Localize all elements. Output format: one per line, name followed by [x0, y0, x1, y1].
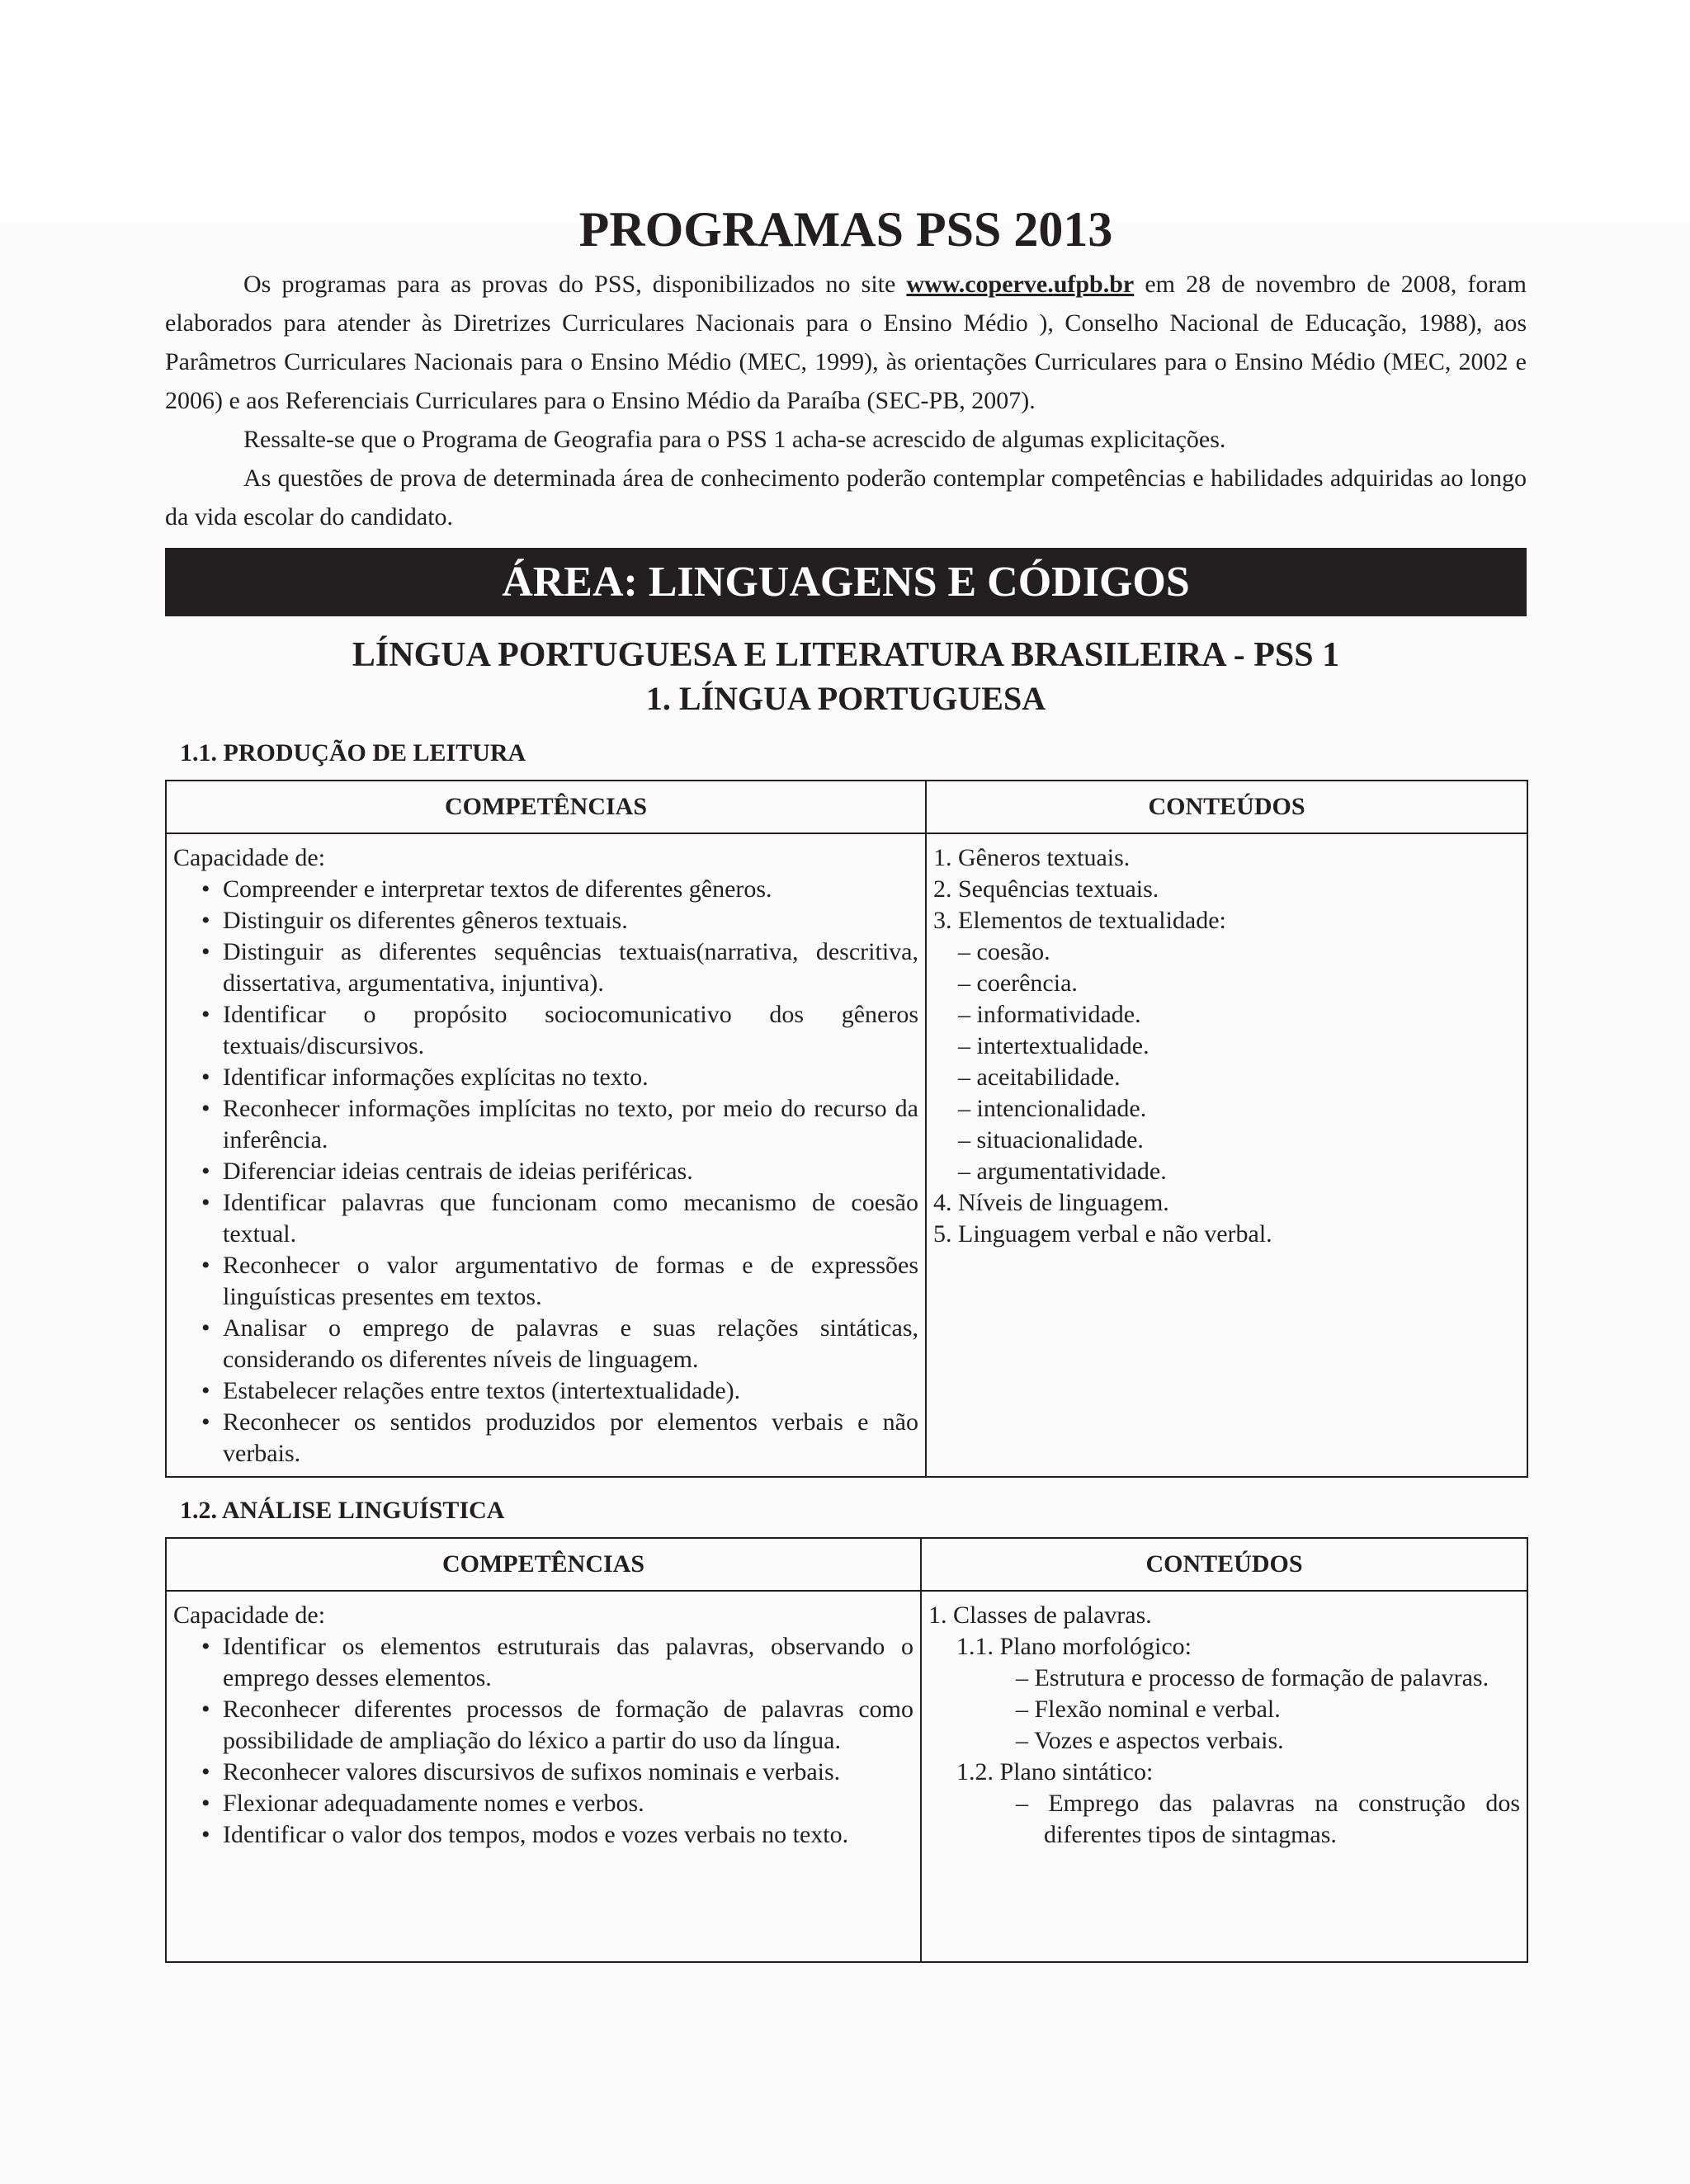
conteudos-cell	[926, 833, 1527, 1477]
bullet-icon: •	[201, 1821, 210, 1848]
table-body-row	[166, 833, 1527, 1477]
subject-title: LÍNGUA PORTUGUESA E LITERATURA BRASILEIRA - PSS 1	[352, 636, 1340, 674]
list-item: 1. Gêneros textuais.	[933, 844, 1131, 871]
table-analise-linguistica	[165, 1537, 1528, 1963]
list-item: 1.1. Plano morfológico:	[956, 1633, 1192, 1660]
competencias-cell	[166, 1591, 921, 1962]
area-banner: ÁREA: LINGUAGENS E CÓDIGOS	[165, 548, 1527, 616]
bullet-icon: •	[201, 1790, 210, 1817]
column-header-competencias: COMPETÊNCIAS	[166, 1538, 921, 1591]
list-item: • Identificar o propósito sociocomunicativo dos gêneros textuais/discursivos.	[201, 1001, 918, 1059]
bullet-icon: •	[201, 1252, 210, 1279]
intro-text	[165, 265, 1527, 536]
list-item: 1. Classes de palavras.	[928, 1601, 1152, 1629]
list-item: – aceitabilidade.	[958, 1064, 1121, 1091]
list-item: • Identificar palavras que funcionam como mecanismo de coesão textual.	[201, 1189, 918, 1248]
list-item: • Reconhecer o valor argumentativo de formas e de expressões linguísticas presentes em textos.	[201, 1252, 918, 1310]
list-item: – intencionalidade.	[958, 1095, 1147, 1122]
list-item: 4. Níveis de linguagem.	[933, 1189, 1169, 1216]
bullet-icon: •	[201, 1158, 210, 1185]
bullet-icon: •	[201, 938, 210, 965]
intro-p1-start: Os programas para as provas do PSS, disponibilizados no site	[243, 271, 907, 298]
bullet-icon: •	[201, 1314, 210, 1342]
bullet-icon: •	[201, 1189, 210, 1216]
list-item: • Flexionar adequadamente nomes e verbos.	[223, 1788, 913, 1819]
list-item: – informatividade.	[958, 1001, 1141, 1028]
list-item: • Identificar os elementos estruturais das palavras, observando o emprego desses elementos.	[201, 1633, 913, 1691]
conteudos-cell	[921, 1591, 1527, 1962]
list-item: • Estabelecer relações entre textos (intertextualidade).	[223, 1375, 918, 1407]
list-item: • Reconhecer informações implícitas no texto, por meio do recurso da inferência.	[201, 1095, 918, 1153]
list-item: – Flexão nominal e verbal.	[1016, 1696, 1281, 1723]
list-item: – situacionalidade.	[958, 1126, 1144, 1153]
bullet-icon: •	[201, 1095, 210, 1122]
table-producao-leitura	[165, 780, 1528, 1478]
list-item: 5. Linguagem verbal e não verbal.	[933, 1220, 1272, 1248]
site-link[interactable]: www.coperve.ufpb.br	[906, 271, 1135, 298]
bullet-icon: •	[201, 875, 210, 903]
list-item: • Reconhecer diferentes processos de formação de palavras como possibilidade de ampliação do léxico a partir do uso da língua.	[201, 1696, 913, 1754]
competencias-list	[173, 1631, 913, 1851]
bullet-icon: •	[201, 1001, 210, 1028]
section-heading-producao-leitura: 1.1. PRODUÇÃO DE LEITURA	[180, 739, 526, 767]
bullet-icon: •	[201, 1408, 210, 1436]
capacidade-lead: Capacidade de:	[173, 1601, 326, 1629]
competencias-list	[173, 874, 918, 1469]
subject-section-title: 1. LÍNGUA PORTUGUESA	[645, 680, 1046, 717]
list-item: – Emprego das palavras na construção dos diferentes tipos de sintagmas.	[1016, 1790, 1520, 1848]
intro-paragraph-2: Ressalte-se que o Programa de Geografia para o PSS 1 acha-se acrescido de algumas explicitações.	[243, 426, 1226, 453]
column-header-conteudos: CONTEÚDOS	[921, 1538, 1527, 1591]
list-item: • Reconhecer valores discursivos de sufixos nominais e verbais.	[223, 1757, 913, 1788]
bullet-icon: •	[201, 1696, 210, 1723]
list-item: – coesão.	[958, 938, 1050, 965]
list-item: – intertextualidade.	[958, 1032, 1149, 1059]
list-item: • Reconhecer os sentidos produzidos por elementos verbais e não verbais.	[201, 1408, 918, 1467]
bullet-icon: •	[201, 1633, 210, 1660]
list-item: – argumentatividade.	[958, 1158, 1167, 1185]
section-heading-analise-linguistica: 1.2. ANÁLISE LINGUÍSTICA	[180, 1497, 505, 1524]
page-title: PROGRAMAS PSS 2013	[578, 202, 1113, 257]
list-item: – Vozes e aspectos verbais.	[1016, 1727, 1284, 1754]
table-header-row	[166, 781, 1527, 833]
list-item: • Analisar o emprego de palavras e suas relações sintáticas, considerando os diferentes níveis de linguagem.	[201, 1314, 918, 1373]
bullet-icon: •	[201, 907, 210, 934]
list-item: • Diferenciar ideias centrais de ideias periféricas.	[223, 1156, 918, 1187]
page-content	[165, 202, 1527, 1963]
table-body-row	[166, 1591, 1527, 1962]
competencias-cell	[166, 833, 926, 1477]
column-header-conteudos: CONTEÚDOS	[926, 781, 1527, 833]
column-header-competencias: COMPETÊNCIAS	[166, 781, 926, 833]
bullet-icon: •	[201, 1758, 210, 1785]
list-item: • Compreender e interpretar textos de diferentes gêneros.	[223, 874, 918, 905]
table-header-row	[166, 1538, 1527, 1591]
list-item: – coerência.	[958, 969, 1078, 997]
list-item: • Distinguir os diferentes gêneros textuais.	[223, 905, 918, 936]
intro-paragraph-3: As questões de prova de determinada área de conhecimento poderão contemplar competências e habilidades adquiridas ao longo da vida escolar do candidato.	[165, 465, 1527, 531]
intro-paragraph-1	[165, 265, 1527, 420]
list-item: – Estrutura e processo de formação de palavras.	[1016, 1664, 1489, 1691]
list-item: 2. Sequências textuais.	[933, 875, 1159, 903]
list-item: 1.2. Plano sintático:	[956, 1758, 1154, 1785]
list-item: • Identificar o valor dos tempos, modos e vozes verbais no texto.	[223, 1819, 913, 1851]
list-item: 3. Elementos de textualidade:	[933, 907, 1226, 934]
bullet-icon: •	[201, 1064, 210, 1091]
bullet-icon: •	[201, 1377, 210, 1404]
intro-p1-end: em 28 de novembro de 2008, foram elaborados para atender às Diretrizes Curriculares Nacionais para o Ensino Médio ), Conselho Nacional de Educação, 1988), aos Parâmetros Curriculares Nacionais para o Ensino Médio (MEC, 1999), às orientações Curriculares para o Ensino Médio (MEC, 2002 e 2006) e aos Referenciais Curriculares para o Ensino Médio da Paraíba (SEC-PB, 2007).	[165, 271, 1527, 414]
list-item: • Identificar informações explícitas no texto.	[223, 1062, 918, 1093]
list-item: • Distinguir as diferentes sequências textuais(narrativa, descritiva, dissertativa, argumentativa, injuntiva).	[201, 938, 918, 997]
capacidade-lead: Capacidade de:	[173, 844, 326, 871]
